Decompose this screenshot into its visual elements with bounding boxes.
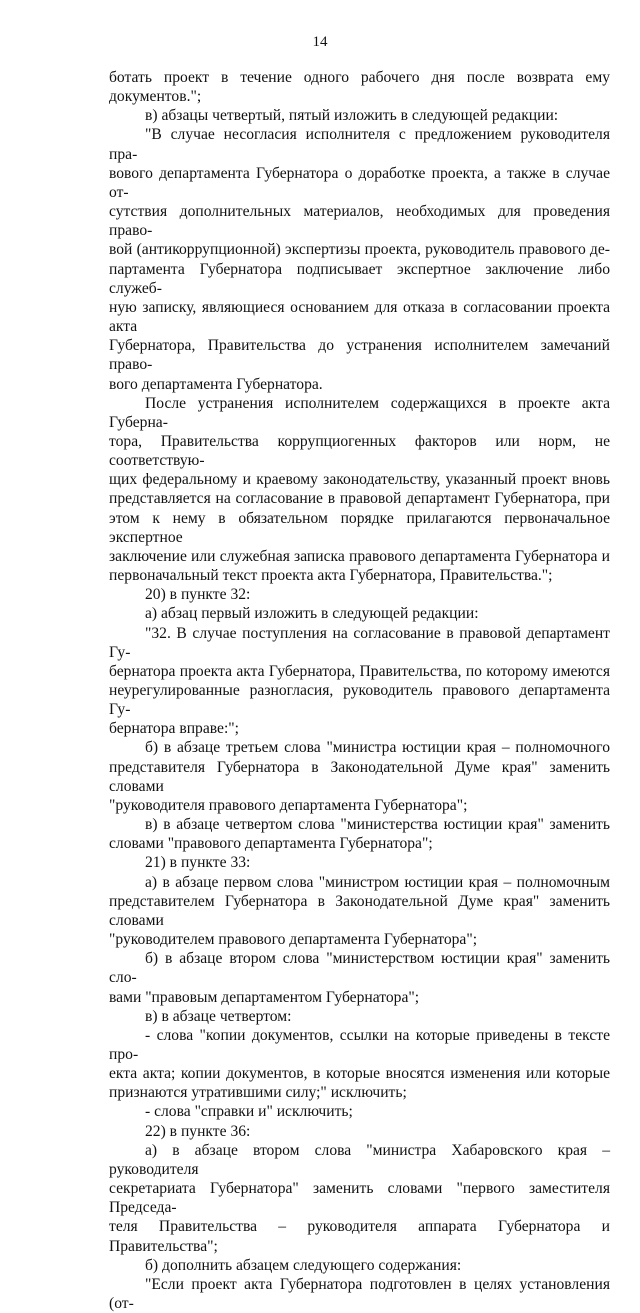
text-line: б) в абзаце третьем слова "министра юстиции края – полномочного [145,739,610,757]
text-line: а) в абзаце первом слова "министром юстиции края – полномочным [145,873,610,891]
text-line: представителем Губернатора в Законодательной Думе края" заменить словами [109,892,610,929]
text-line: этом к нему в обязательном порядке прилагаются первоначальное экспертное [109,509,610,546]
document-body [109,68,610,1313]
text-line: щих федеральному и краевому законодательству, указанный проект вновь [109,471,610,489]
text-line: б) в абзаце втором слова "министерством юстиции края" заменить сло- [109,950,610,987]
text-line: - слова "справки и" исключить; [145,1103,353,1121]
text-line: признаются утратившими силу;" исключить; [109,1084,407,1102]
text-line: партамента Губернатора подписывает экспертное заключение либо служеб- [109,260,610,297]
page-number: 14 [312,34,328,50]
text-line: Губернатора, Правительства до устранения исполнителем замечаний право- [109,337,610,374]
text-line: вого департамента Губернатора. [109,375,323,393]
text-line: представителя Губернатора в Законодательной Думе края" заменить словами [109,758,610,795]
text-line: После устранения исполнителем содержащихся в проекте акта Губерна- [109,394,610,431]
text-line: тора, Правительства коррупциогенных факторов или норм, не соответствую- [109,432,610,470]
text-line: бернатора проекта акта Губернатора, Правительства, по которому имеются [109,662,610,680]
text-line: екта акта; копии документов, в которые вносятся изменения или которые [109,1065,610,1083]
text-line: представляется на согласование в правовой департамент Губернатора, при [109,490,610,508]
text-line: ботать проект в течение одного рабочего дня после возврата ему документов."; [109,69,610,106]
text-line: в) в абзаце четвертом: [145,1007,292,1025]
text-line: вой (антикоррупционной) экспертизы проекта, руководитель правового де- [109,241,610,259]
text-line: вового департамента Губернатора о доработке проекта, а также в случае от- [109,164,610,201]
text-line: а) в абзаце втором слова "министра Хабаровского края – руководителя [109,1141,610,1178]
text-line: ную записку, являющиеся основанием для отказа в согласовании проекта акта [109,298,610,336]
text-line: 22) в пункте 36: [145,1122,251,1140]
text-line: а) абзац первый изложить в следующей редакции: [145,605,479,623]
text-line: "32. В случае поступления на согласование в правовой департамент Гу- [109,624,610,661]
text-line: "руководителя правового департамента Губернатора"; [109,796,468,814]
text-line: секретариата Губернатора" заменить словами "первого заместителя Председа- [109,1180,610,1217]
text-line: заключение или служебная записка правового департамента Губернатора и [109,547,610,565]
text-line: сутствия дополнительных материалов, необходимых для проведения право- [109,203,610,240]
text-line: вами "правовым департаментом Губернатора"; [109,988,420,1006]
text-line: - слова "копии документов, ссылки на которые приведены в тексте про- [109,1026,610,1063]
text-line: словами "правового департамента Губернатора"; [109,835,433,853]
text-line: в) абзацы четвертый, пятый изложить в следующей редакции: [145,107,559,125]
text-line: 21) в пункте 33: [145,854,251,872]
text-line: неурегулированные разногласия, руководитель правового департамента Гу- [109,682,610,719]
text-line: "В случае несогласия исполнителя с предложением руководителя пра- [109,126,610,163]
text-line: б) дополнить абзацем следующего содержания: [145,1256,462,1274]
text-line: бернатора вправе:"; [109,720,239,738]
text-line: "Если проект акта Губернатора подготовлен в целях установления (от- [109,1275,610,1312]
text-line: 20) в пункте 32: [145,586,251,604]
text-line: первоначальный текст проекта акта Губернатора, Правительства."; [109,567,553,585]
text-line: в) в абзаце четвертом слова "министерства юстиции края" заменить [145,816,610,834]
text-line: "руководителем правового департамента Губернатора"; [109,931,478,949]
text-line: теля Правительства – руководителя аппарата Губернатора и Правительства"; [109,1218,610,1255]
